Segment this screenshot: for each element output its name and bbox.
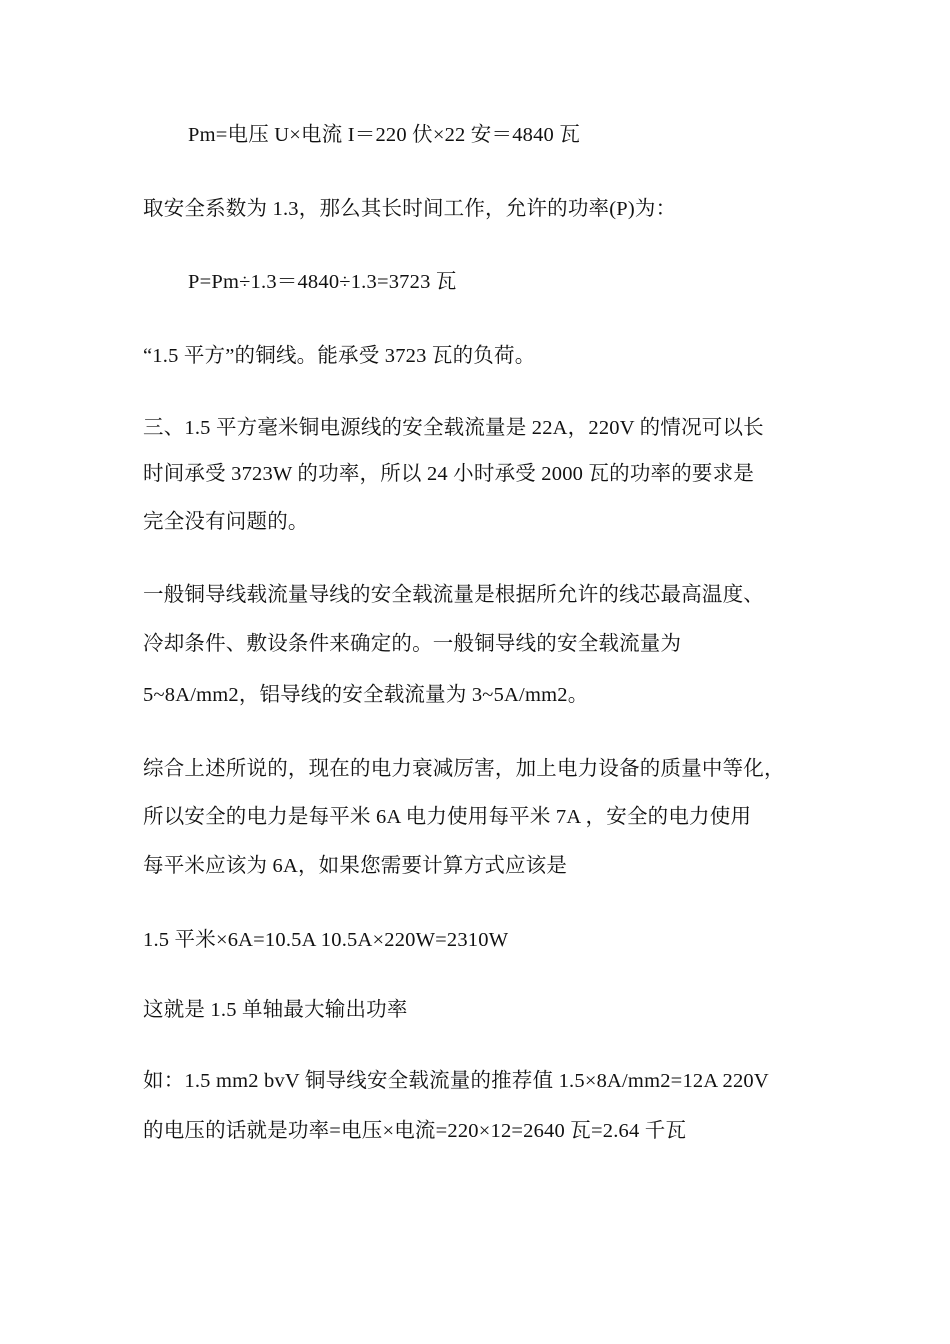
formula-max-power: Pm=电压 U×电流 I＝220 伏×22 安＝4840 瓦 xyxy=(188,124,581,146)
load-capacity-text: “1.5 平方”的铜线。能承受 3723 瓦的负荷。 xyxy=(143,345,536,367)
example-line-2: 的电压的话就是功率=电压×电流=220×12=2640 瓦=2.64 千瓦 xyxy=(143,1120,687,1142)
summary-line-1: 综合上述所说的，现在的电力衰减厉害，加上电力设备的质量中等化， xyxy=(143,758,785,780)
safety-factor-text: 取安全系数为 1.3，那么其长时间工作，允许的功率(P)为： xyxy=(143,198,677,220)
summary-line-2: 所以安全的电力是每平米 6A 电力使用每平米 7A ，安全的电力使用 xyxy=(143,806,752,828)
paragraph-three-line-2: 时间承受 3723W 的功率，所以 24 小时承受 2000 瓦的功率的要求是 xyxy=(143,463,755,485)
summary-line-3: 每平米应该为 6A，如果您需要计算方式应该是 xyxy=(143,855,568,877)
paragraph-three-line-3: 完全没有问题的。 xyxy=(143,511,309,533)
calculation-line: 1.5 平米×6A=10.5A 10.5A×220W=2310W xyxy=(143,929,509,951)
copper-current-line-2: 冷却条件、敷设条件来确定的。一般铜导线的安全载流量为 xyxy=(143,633,682,655)
max-output-line: 这就是 1.5 单轴最大输出功率 xyxy=(143,999,408,1021)
paragraph-three-line-1: 三、1.5 平方毫米铜电源线的安全载流量是 22A，220V 的情况可以长 xyxy=(143,417,764,439)
example-line-1: 如：1.5 mm2 bvV 铜导线安全载流量的推荐值 1.5×8A/mm2=12A 220V xyxy=(143,1070,769,1092)
formula-allowed-power: P=Pm÷1.3＝4840÷1.3=3723 瓦 xyxy=(188,271,457,293)
copper-current-line-3: 5~8A/mm2，铝导线的安全载流量为 3~5A/mm2。 xyxy=(143,684,589,706)
copper-current-line-1: 一般铜导线载流量导线的安全载流量是根据所允许的线芯最高温度、 xyxy=(143,584,764,606)
